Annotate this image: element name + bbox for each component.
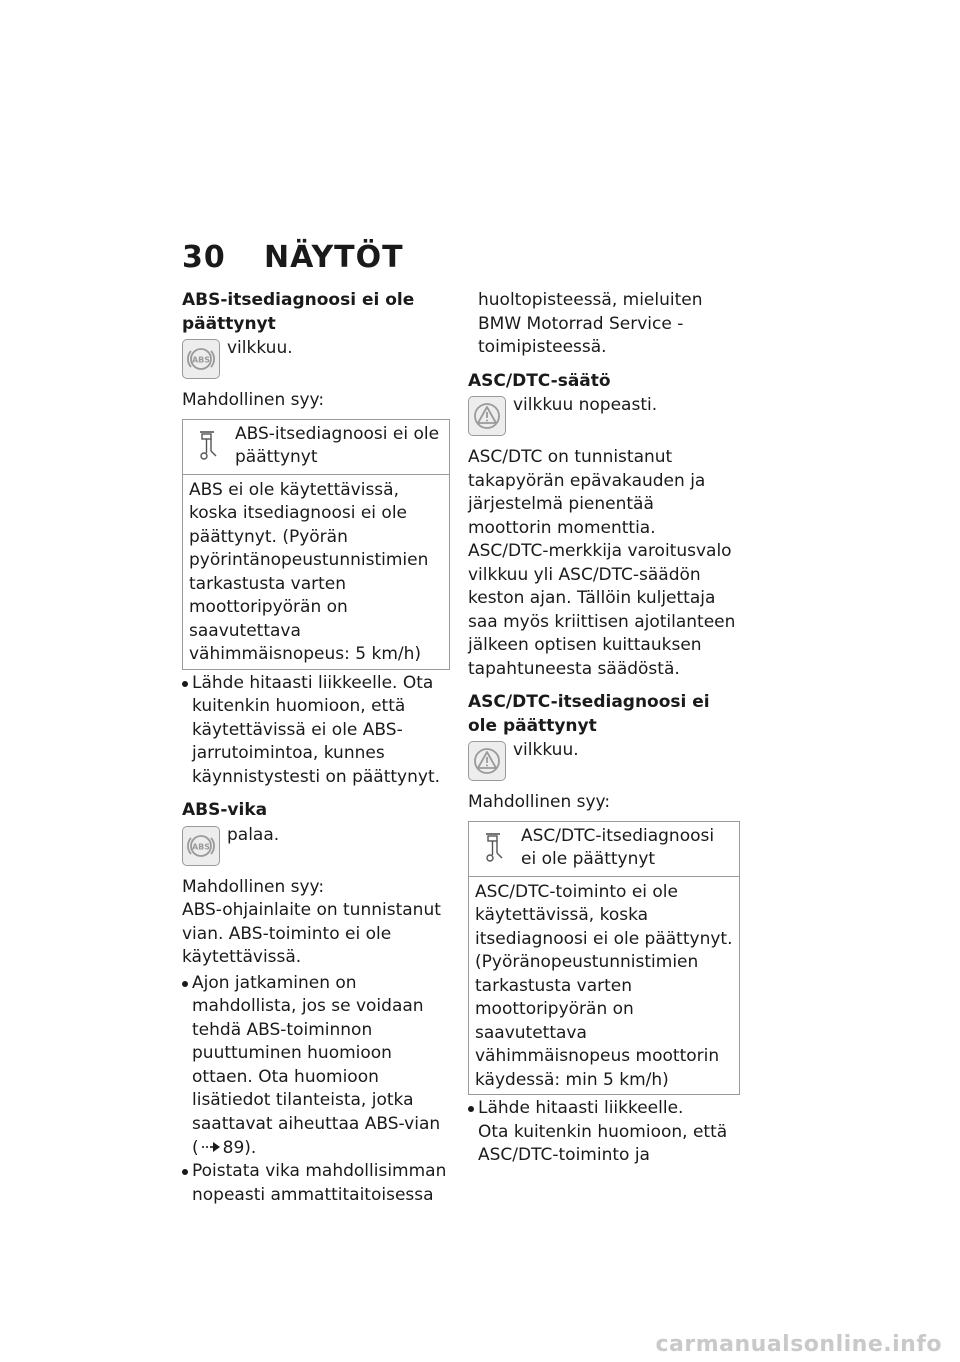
- left-column: [182, 289, 450, 1207]
- cause-table-header: [183, 420, 449, 475]
- cause-table: [182, 419, 450, 670]
- cause-table-title: ASC/DTC-itsediagnoosi ei ole päättynyt: [521, 825, 715, 869]
- svg-text:ABS: ABS: [191, 355, 211, 365]
- watermark-text: carmanualsonline.info: [655, 1332, 942, 1357]
- list-item: Lähde hitaasti liikkeelle.: [468, 1097, 740, 1121]
- indicator-status-text: palaa.: [227, 824, 280, 845]
- continued-text: huoltopisteessä, mieluiten BMW Motorrad Service -toimipisteessä.: [478, 290, 703, 357]
- possible-cause-label: Mahdollinen syy:: [468, 792, 611, 812]
- svg-text:ABS: ABS: [191, 842, 211, 851]
- section-heading-abs-selfdiag: ABS-itsediagnoosi ei ole päättynyt: [182, 290, 415, 334]
- indicator-status-text: vilkkuu.: [513, 740, 579, 760]
- section-heading-asc-dtc-selfdiag: ASC/DTC-itsediagnoosi ei ole päättynyt: [468, 692, 710, 736]
- indicator-row: [182, 337, 450, 379]
- section-heading-asc-dtc-control: ASC/DTC-säätö: [468, 370, 611, 391]
- asc-dtc-warning-icon: [468, 396, 506, 436]
- indicator-row: [468, 739, 740, 781]
- asc-dtc-warning-icon: [468, 741, 506, 781]
- instruction-list: [468, 1097, 740, 1121]
- cause-table-header: [469, 822, 739, 877]
- indicator-status-text: vilkkuu nopeasti.: [513, 395, 658, 415]
- list-item: Lähde hitaasti liikkeelle. Ota kuitenkin huomioon, että käytettävissä ei ole ABS-jarrutoimintoa, kunnes käynnistystesti on päättynyt.: [182, 672, 450, 790]
- section-heading-abs-fault: ABS-vika: [182, 800, 268, 820]
- section-text: ASC/DTC on tunnistanut takapyörän epävakauden ja järjestelmä pienentää moottorin momenttia. ASC/DTC-merkkija varoitusvalo vilkkuu yli ASC/DTC-säädön keston ajan. Tällöin kuljettaja saa myös kriittisen ajotilanteen jälkeen optisen kuittauksen tapahtuneesta säädöstä.: [468, 447, 736, 679]
- possible-cause-label: Mahdollinen syy:: [182, 390, 325, 410]
- page-header: [182, 240, 404, 275]
- abs-warning-icon: [182, 826, 220, 866]
- right-column: [468, 289, 740, 1168]
- cause-text: ABS-ohjainlaite on tunnistanut vian. ABS-toiminto ei ole käytettävissä.: [182, 900, 441, 967]
- cause-table-body: ABS ei ole käytettävissä, koska itsediagnoosi ei ole päättynyt. (Pyörän pyörintänopeustunnistimien tarkastusta varten moottoripyörän on saavutettava vähimmäisnopeus: 5 km/h): [189, 479, 429, 664]
- list-item-text: Ajon jatkaminen on mahdollista, jos se voidaan tehdä ABS-toiminnon puuttuminen huomioon ottaen. Ota huomioon lisätiedot tilanteista, jotka saattavat aiheuttaa ABS-vian (: [192, 972, 441, 1158]
- cause-table: [468, 821, 740, 1096]
- indicator-status-text: vilkkuu.: [227, 338, 293, 358]
- abs-warning-icon: [182, 339, 220, 379]
- arrow-reference-icon[interactable]: [202, 1136, 220, 1160]
- list-item: Poistata vika mahdollisimman nopeasti ammattitaitoisessa: [182, 1160, 450, 1207]
- diagnosis-tool-icon: [483, 831, 511, 871]
- possible-cause-label: Mahdollinen syy:: [182, 876, 325, 897]
- list-item: [182, 972, 450, 1161]
- diagnosis-tool-icon: [197, 429, 225, 469]
- page-reference[interactable]: 89).: [222, 1137, 257, 1158]
- cause-table-body: ASC/DTC-toiminto ei ole käytettävissä, koska itsediagnoosi ei ole päättynyt. (Pyöränopeustunnistimien tarkastusta varten moottoripyörän on saavutettava vähimmäisnopeus moottorin käydessä: min 5 km/h): [475, 881, 733, 1090]
- indicator-row: [182, 824, 450, 866]
- instruction-list: [182, 972, 450, 1208]
- list-item-continued: Ota kuitenkin huomioon, että ASC/DTC-toiminto ja: [478, 1121, 728, 1165]
- page-title: NÄYTÖT: [264, 240, 404, 275]
- indicator-row: [468, 394, 740, 436]
- instruction-list: [182, 672, 450, 790]
- cause-table-title: ABS-itsediagnoosi ei ole päättynyt: [235, 423, 440, 467]
- page-number: 30: [182, 240, 226, 275]
